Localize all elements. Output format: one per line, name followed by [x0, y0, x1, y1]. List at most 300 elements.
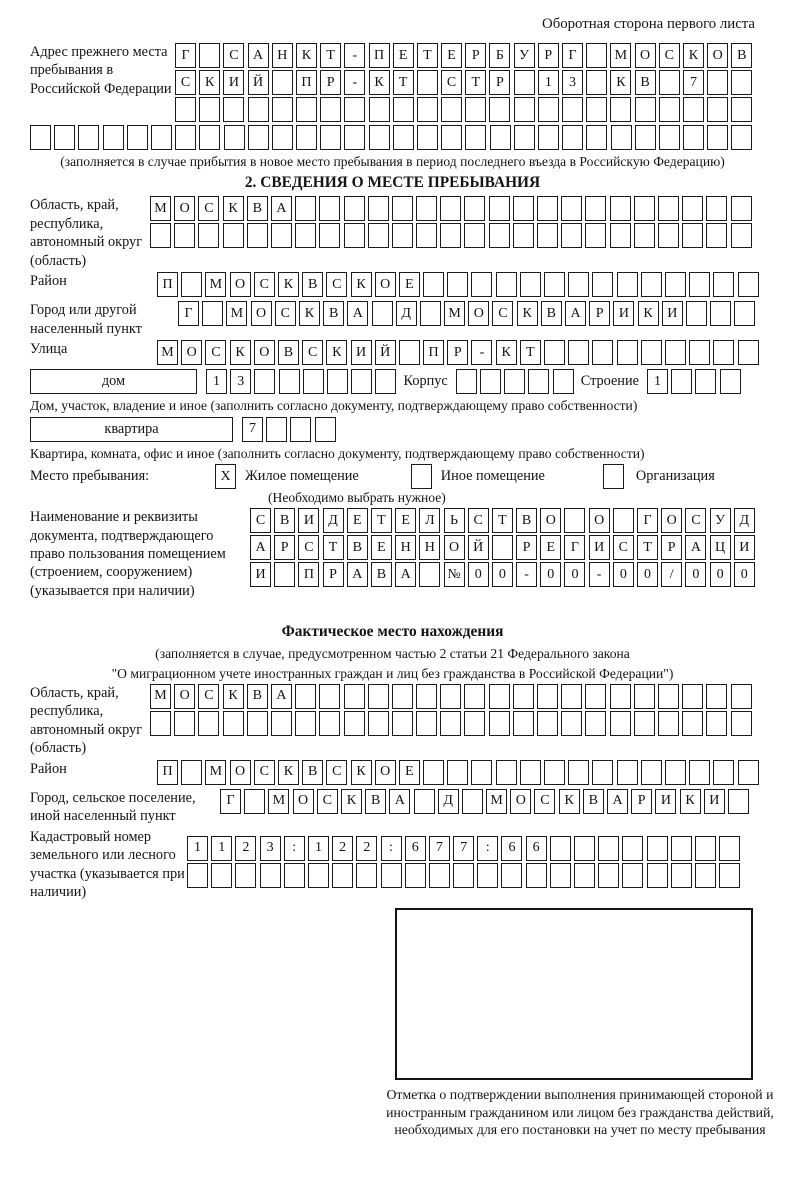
- char-cell: В: [541, 301, 562, 326]
- stroenie-label: Строение: [580, 373, 639, 390]
- char-cell: [440, 711, 461, 736]
- char-cell: [78, 125, 99, 150]
- char-cell: Г: [562, 43, 583, 68]
- char-cell: [393, 125, 414, 150]
- char-cell: 0: [710, 562, 731, 587]
- char-cell: С: [254, 272, 275, 297]
- char-cell: [464, 223, 485, 248]
- char-cell: [706, 223, 727, 248]
- char-cell: О: [661, 508, 682, 533]
- char-cell: [174, 711, 195, 736]
- char-cell: О: [230, 272, 251, 297]
- char-cell: Е: [540, 535, 561, 560]
- char-cell: [706, 711, 727, 736]
- char-cell: -: [516, 562, 537, 587]
- char-cell: -: [344, 70, 365, 95]
- char-cell: [514, 70, 535, 95]
- char-cell: [562, 97, 583, 122]
- oblast-label: Область, край, республика, автономный округ (область): [30, 197, 143, 269]
- char-cell: Т: [465, 70, 486, 95]
- char-cell: Р: [320, 70, 341, 95]
- char-cell: [634, 196, 655, 221]
- char-cell: [344, 97, 365, 122]
- char-cell: Ц: [710, 535, 731, 560]
- char-cell: [537, 223, 558, 248]
- char-cell: П: [298, 562, 319, 587]
- char-cell: В: [323, 301, 344, 326]
- char-cell: [610, 97, 631, 122]
- char-cell: К: [610, 70, 631, 95]
- prev-address-rows: [175, 43, 756, 124]
- char-cell: К: [351, 272, 372, 297]
- char-cell: И: [662, 301, 683, 326]
- char-cell: [375, 369, 396, 394]
- prev-address-row-2: [175, 70, 756, 97]
- char-cell: [611, 125, 632, 150]
- char-cell: [223, 223, 244, 248]
- char-cell: К: [517, 301, 538, 326]
- doc-label: Наименование и реквизиты документа, подтверждающего право пользования помещением (строением, сооружением) (указывается при наличии): [30, 509, 226, 599]
- char-cell: 6: [405, 836, 426, 861]
- char-cell: [344, 684, 365, 709]
- char-cell: [586, 125, 607, 150]
- char-cell: 0: [492, 562, 513, 587]
- char-cell: [30, 125, 51, 150]
- stamp-caption: Отметка о подтверждении выполнения принимающей стороной и иностранным гражданином или лицом без гражданства действий, необходимых для его постановки на учет по месту пребывания: [386, 1086, 774, 1138]
- char-cell: [610, 223, 631, 248]
- char-cell: С: [250, 508, 271, 533]
- char-cell: Е: [371, 535, 392, 560]
- char-cell: [635, 97, 656, 122]
- char-cell: [368, 223, 389, 248]
- ulitsa-block: [30, 340, 755, 367]
- gorod-row: [178, 301, 759, 328]
- char-cell: [553, 369, 574, 394]
- dom-line: [30, 369, 755, 396]
- char-cell: [272, 125, 293, 150]
- char-cell: [707, 125, 728, 150]
- char-cell: -: [344, 43, 365, 68]
- char-cell: [480, 369, 501, 394]
- char-cell: 7: [242, 417, 263, 442]
- char-cell: [319, 223, 340, 248]
- char-cell: С: [205, 340, 226, 365]
- char-cell: В: [731, 43, 752, 68]
- char-cell: [127, 125, 148, 150]
- doc-block: [30, 508, 755, 619]
- char-cell: 1: [538, 70, 559, 95]
- char-cell: [617, 340, 638, 365]
- char-cell: [544, 340, 565, 365]
- char-cell: 3: [260, 836, 281, 861]
- char-cell: М: [444, 301, 465, 326]
- char-cell: Е: [399, 760, 420, 785]
- char-cell: [319, 684, 340, 709]
- char-cell: №: [444, 562, 465, 587]
- char-cell: [617, 760, 638, 785]
- char-cell: К: [341, 789, 362, 814]
- char-cell: [514, 125, 535, 150]
- char-cell: [254, 369, 275, 394]
- char-cell: [441, 125, 462, 150]
- char-cell: К: [638, 301, 659, 326]
- char-cell: Г: [178, 301, 199, 326]
- prev-address-row-1: [175, 43, 756, 70]
- char-cell: 1: [211, 836, 232, 861]
- char-cell: [392, 223, 413, 248]
- char-cell: А: [685, 535, 706, 560]
- char-cell: /: [661, 562, 682, 587]
- char-cell: [372, 301, 393, 326]
- char-cell: [671, 369, 692, 394]
- char-cell: [731, 196, 752, 221]
- char-cell: О: [230, 760, 251, 785]
- char-cell: А: [389, 789, 410, 814]
- char-cell: [492, 535, 513, 560]
- char-cell: [464, 684, 485, 709]
- char-cell: [319, 196, 340, 221]
- fact-gorod-label: Город, сельское поселение, иной населенный пункт: [30, 789, 196, 825]
- char-cell: [489, 97, 510, 122]
- char-cell: [211, 863, 232, 888]
- char-cell: С: [534, 789, 555, 814]
- char-cell: К: [278, 760, 299, 785]
- char-cell: [564, 508, 585, 533]
- char-cell: [151, 125, 172, 150]
- char-cell: О: [293, 789, 314, 814]
- char-cell: :: [284, 836, 305, 861]
- char-cell: К: [369, 70, 390, 95]
- oblast-block: [30, 196, 755, 270]
- prev-address-block: [30, 43, 755, 124]
- cadastre-row-2: [187, 863, 755, 890]
- char-cell: [613, 508, 634, 533]
- char-cell: А: [250, 535, 271, 560]
- gorod-block: [30, 301, 755, 338]
- char-cell: [561, 196, 582, 221]
- char-cell: В: [302, 272, 323, 297]
- char-cell: Е: [393, 43, 414, 68]
- char-cell: С: [492, 301, 513, 326]
- char-cell: [181, 272, 202, 297]
- char-cell: М: [205, 760, 226, 785]
- char-cell: В: [516, 508, 537, 533]
- char-cell: [489, 711, 510, 736]
- char-cell: [248, 125, 269, 150]
- ulitsa-row: [157, 340, 762, 367]
- char-cell: [686, 301, 707, 326]
- char-cell: [199, 43, 220, 68]
- char-cell: [561, 223, 582, 248]
- char-cell: [272, 70, 293, 95]
- fact-oblast-label: Область, край, республика, автономный округ (область): [30, 684, 143, 757]
- char-cell: [368, 711, 389, 736]
- korpus-label: Корпус: [403, 373, 448, 390]
- char-cell: [416, 196, 437, 221]
- char-cell: [682, 711, 703, 736]
- char-cell: [223, 97, 244, 122]
- char-cell: [440, 684, 461, 709]
- char-cell: Й: [248, 70, 269, 95]
- char-cell: [707, 70, 728, 95]
- char-cell: 2: [235, 836, 256, 861]
- char-cell: -: [471, 340, 492, 365]
- char-cell: [728, 789, 749, 814]
- char-cell: [351, 369, 372, 394]
- char-cell: [368, 196, 389, 221]
- char-cell: 0: [468, 562, 489, 587]
- char-cell: [344, 125, 365, 150]
- char-cell: [682, 196, 703, 221]
- prev-address-row-4: [30, 125, 755, 152]
- char-cell: М: [268, 789, 289, 814]
- char-cell: [247, 223, 268, 248]
- char-cell: И: [223, 70, 244, 95]
- char-cell: Т: [637, 535, 658, 560]
- char-cell: -: [589, 562, 610, 587]
- char-cell: 0: [637, 562, 658, 587]
- char-cell: [513, 684, 534, 709]
- char-cell: А: [271, 684, 292, 709]
- fact-oblast-row-2: [150, 711, 755, 738]
- char-cell: [734, 301, 755, 326]
- char-cell: [368, 684, 389, 709]
- char-cell: [369, 125, 390, 150]
- char-cell: [315, 417, 336, 442]
- char-cell: [295, 196, 316, 221]
- char-cell: К: [199, 70, 220, 95]
- char-cell: К: [299, 301, 320, 326]
- char-cell: [731, 125, 752, 150]
- char-cell: О: [251, 301, 272, 326]
- char-cell: И: [613, 301, 634, 326]
- char-cell: К: [296, 43, 317, 68]
- char-cell: К: [496, 340, 517, 365]
- char-cell: [695, 369, 716, 394]
- korpus-cells: [456, 369, 577, 396]
- char-cell: Г: [175, 43, 196, 68]
- char-cell: [706, 684, 727, 709]
- char-cell: [54, 125, 75, 150]
- char-cell: А: [248, 43, 269, 68]
- char-cell: [369, 97, 390, 122]
- char-cell: [175, 125, 196, 150]
- char-cell: В: [365, 789, 386, 814]
- char-cell: [641, 340, 662, 365]
- char-cell: О: [181, 340, 202, 365]
- fact-raion-label: Район: [30, 760, 67, 777]
- kvartira-line: [30, 417, 755, 444]
- char-cell: [489, 223, 510, 248]
- char-cell: [513, 196, 534, 221]
- char-cell: И: [734, 535, 755, 560]
- char-cell: П: [423, 340, 444, 365]
- char-cell: И: [704, 789, 725, 814]
- char-cell: [272, 97, 293, 122]
- stroenie-cells: [647, 369, 744, 396]
- char-cell: [544, 272, 565, 297]
- char-cell: [659, 97, 680, 122]
- char-cell: [423, 760, 444, 785]
- char-cell: К: [326, 340, 347, 365]
- char-cell: [568, 760, 589, 785]
- char-cell: [719, 863, 740, 888]
- char-cell: [513, 711, 534, 736]
- dom-rect: дом: [30, 369, 197, 394]
- char-cell: [496, 272, 517, 297]
- char-cell: [689, 760, 710, 785]
- char-cell: [586, 97, 607, 122]
- char-cell: 0: [734, 562, 755, 587]
- char-cell: 0: [613, 562, 634, 587]
- char-cell: [420, 301, 441, 326]
- char-cell: В: [635, 70, 656, 95]
- char-cell: [689, 340, 710, 365]
- char-cell: [320, 97, 341, 122]
- char-cell: И: [250, 562, 271, 587]
- char-cell: Т: [320, 43, 341, 68]
- char-cell: Р: [274, 535, 295, 560]
- oblast-row-1: [150, 196, 755, 223]
- char-cell: [504, 369, 525, 394]
- option-label-inoe: Иное помещение: [440, 468, 545, 485]
- char-cell: Б: [489, 43, 510, 68]
- char-cell: [665, 272, 686, 297]
- char-cell: Е: [441, 43, 462, 68]
- char-cell: С: [326, 272, 347, 297]
- char-cell: М: [150, 196, 171, 221]
- char-cell: [260, 863, 281, 888]
- char-cell: [731, 70, 752, 95]
- char-cell: [647, 863, 668, 888]
- char-cell: [381, 863, 402, 888]
- char-cell: 3: [562, 70, 583, 95]
- char-cell: [562, 125, 583, 150]
- char-cell: [550, 836, 571, 861]
- char-cell: К: [680, 789, 701, 814]
- char-cell: [266, 417, 287, 442]
- char-cell: Д: [323, 508, 344, 533]
- char-cell: [647, 836, 668, 861]
- char-cell: [683, 97, 704, 122]
- char-cell: [622, 836, 643, 861]
- prev-address-label: Адрес прежнего места пребывания в Российской Федерации: [30, 44, 172, 97]
- char-cell: [399, 340, 420, 365]
- char-cell: С: [298, 535, 319, 560]
- char-cell: Ь: [444, 508, 465, 533]
- char-cell: [150, 711, 171, 736]
- char-cell: У: [514, 43, 535, 68]
- char-cell: [526, 863, 547, 888]
- char-cell: М: [205, 272, 226, 297]
- char-cell: С: [198, 196, 219, 221]
- char-cell: Р: [465, 43, 486, 68]
- char-cell: М: [486, 789, 507, 814]
- char-cell: [738, 760, 759, 785]
- char-cell: Д: [438, 789, 459, 814]
- char-cell: [665, 340, 686, 365]
- char-cell: [514, 97, 535, 122]
- char-cell: [592, 340, 613, 365]
- section2-title: 2. СВЕДЕНИЯ О МЕСТЕ ПРЕБЫВАНИЯ: [244, 174, 541, 192]
- char-cell: Т: [417, 43, 438, 68]
- char-cell: Т: [492, 508, 513, 533]
- char-cell: [465, 125, 486, 150]
- raion-label: Район: [30, 273, 67, 290]
- char-cell: [471, 272, 492, 297]
- char-cell: [202, 301, 223, 326]
- char-cell: [713, 760, 734, 785]
- ulitsa-label: Улица: [30, 341, 68, 358]
- char-cell: [622, 863, 643, 888]
- fact-oblast-row-1: [150, 684, 755, 711]
- char-cell: [634, 711, 655, 736]
- char-cell: 7: [683, 70, 704, 95]
- char-cell: [682, 223, 703, 248]
- char-cell: В: [278, 340, 299, 365]
- char-cell: [713, 340, 734, 365]
- char-cell: [658, 223, 679, 248]
- char-cell: О: [444, 535, 465, 560]
- char-cell: [550, 863, 571, 888]
- char-cell: [344, 196, 365, 221]
- char-cell: [319, 711, 340, 736]
- char-cell: С: [317, 789, 338, 814]
- char-cell: [635, 125, 656, 150]
- kvartira-rect: квартира: [30, 417, 233, 442]
- char-cell: М: [226, 301, 247, 326]
- char-cell: [731, 97, 752, 122]
- char-cell: О: [468, 301, 489, 326]
- char-cell: [320, 125, 341, 150]
- option-label-zhiloe: Жилое помещение: [245, 468, 359, 485]
- char-cell: [598, 836, 619, 861]
- char-cell: П: [369, 43, 390, 68]
- char-cell: Р: [447, 340, 468, 365]
- kvartira-caption: Квартира, комната, офис и иное (заполнить согласно документу, подтверждающему право собственности): [30, 445, 645, 461]
- char-cell: К: [223, 684, 244, 709]
- char-cell: [465, 97, 486, 122]
- char-cell: [585, 196, 606, 221]
- char-cell: [447, 272, 468, 297]
- char-cell: [174, 223, 195, 248]
- char-cell: [689, 272, 710, 297]
- char-cell: С: [254, 760, 275, 785]
- char-cell: С: [275, 301, 296, 326]
- char-cell: [496, 760, 517, 785]
- char-cell: [417, 97, 438, 122]
- char-cell: И: [589, 535, 610, 560]
- checkbox-inoe: [411, 464, 432, 489]
- char-cell: [447, 760, 468, 785]
- oblast-row-2: [150, 223, 755, 250]
- char-cell: [103, 125, 124, 150]
- char-cell: [392, 684, 413, 709]
- char-cell: [489, 196, 510, 221]
- char-cell: К: [351, 760, 372, 785]
- char-cell: [271, 223, 292, 248]
- char-cell: [641, 272, 662, 297]
- char-cell: О: [635, 43, 656, 68]
- char-cell: С: [302, 340, 323, 365]
- char-cell: Й: [375, 340, 396, 365]
- char-cell: [731, 711, 752, 736]
- char-cell: [713, 272, 734, 297]
- char-cell: [537, 684, 558, 709]
- char-cell: [610, 196, 631, 221]
- char-cell: [235, 863, 256, 888]
- char-cell: [471, 760, 492, 785]
